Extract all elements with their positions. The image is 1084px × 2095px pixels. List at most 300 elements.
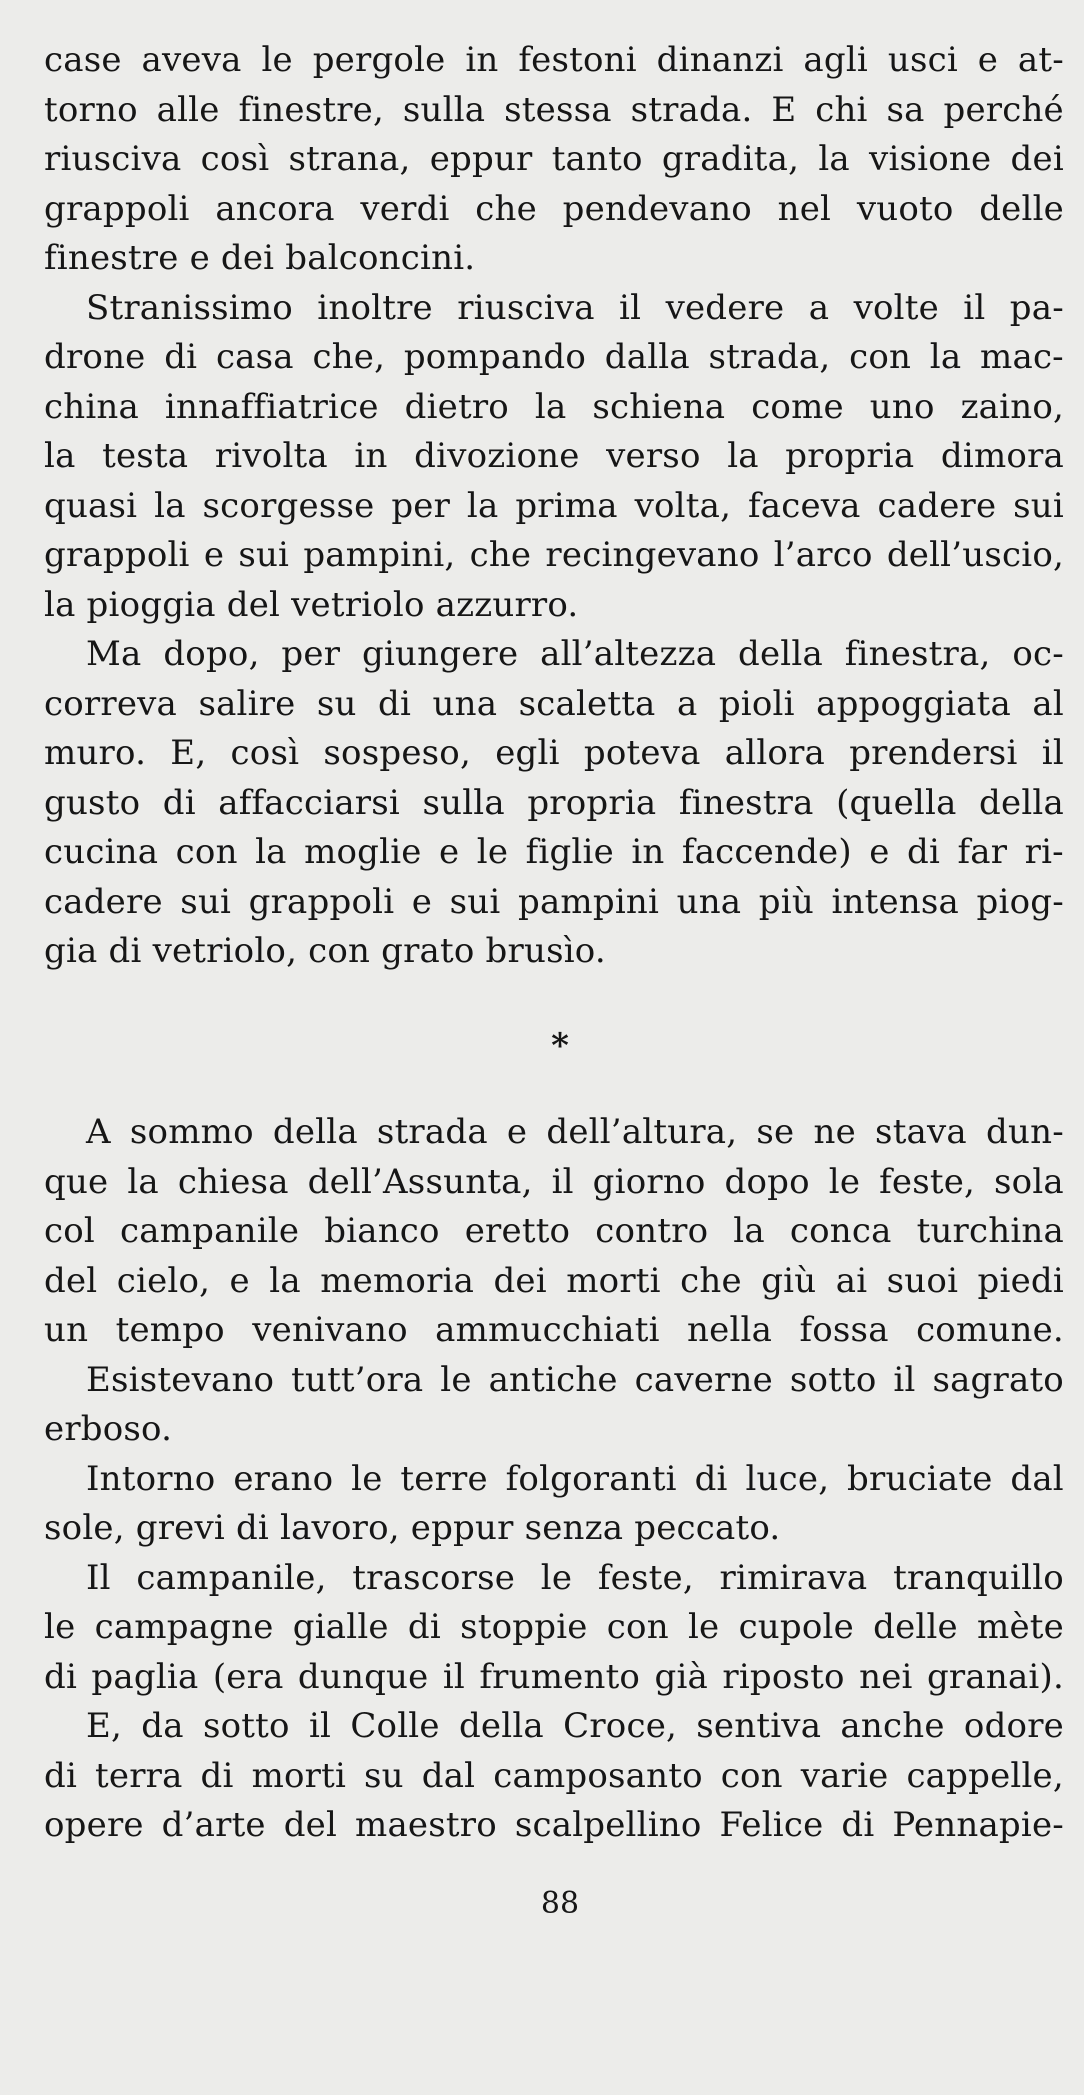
text-line bbox=[44, 383, 1064, 433]
word: festoni bbox=[518, 40, 637, 80]
word: perché bbox=[943, 89, 1064, 130]
word: di bbox=[378, 683, 412, 724]
word: Stranissimo bbox=[86, 287, 293, 328]
word: della bbox=[272, 1112, 358, 1152]
word: della bbox=[979, 782, 1064, 823]
word: suoi bbox=[886, 1260, 959, 1301]
word: così bbox=[230, 733, 300, 773]
word: l’arco bbox=[773, 535, 873, 575]
text-line bbox=[44, 878, 1064, 928]
word: conca bbox=[789, 1211, 892, 1251]
word: più bbox=[758, 881, 814, 922]
text-line bbox=[44, 779, 1064, 829]
word: di bbox=[841, 1805, 875, 1845]
word: visione bbox=[869, 139, 992, 179]
word: pampini bbox=[517, 881, 660, 922]
text-line bbox=[44, 1108, 1064, 1158]
word: comune. bbox=[916, 1310, 1064, 1350]
word: finestre, bbox=[238, 89, 385, 130]
word: le bbox=[351, 1458, 383, 1499]
word: pa- bbox=[1009, 287, 1064, 328]
word: le bbox=[44, 1607, 76, 1647]
text-line bbox=[44, 135, 1064, 185]
word: case bbox=[44, 40, 122, 80]
word: inoltre bbox=[317, 287, 433, 328]
word: dopo, bbox=[163, 634, 260, 674]
word: nella bbox=[687, 1310, 773, 1350]
word: correva bbox=[44, 683, 178, 724]
word: grappoli bbox=[44, 535, 190, 575]
word: il bbox=[1041, 733, 1064, 773]
word: che bbox=[469, 535, 532, 575]
word: Il bbox=[86, 1557, 111, 1598]
word: eppur bbox=[429, 139, 533, 179]
word: faceva bbox=[747, 485, 861, 526]
word: tutt’ora bbox=[291, 1359, 424, 1400]
word: sui bbox=[449, 881, 501, 922]
text-line bbox=[44, 1207, 1064, 1257]
word: venivano bbox=[252, 1310, 408, 1350]
word: la bbox=[929, 337, 962, 377]
word: vedere bbox=[665, 287, 785, 328]
word: il bbox=[551, 1161, 574, 1202]
word: delle bbox=[873, 1607, 958, 1647]
word: di bbox=[164, 337, 198, 377]
word: (quella bbox=[836, 782, 957, 823]
word: in bbox=[465, 40, 499, 80]
word: aveva bbox=[141, 40, 242, 80]
word: memoria bbox=[320, 1260, 475, 1301]
text-line bbox=[44, 284, 1064, 334]
text-line bbox=[44, 1603, 1064, 1653]
text-line bbox=[44, 1801, 1064, 1851]
word: che bbox=[475, 188, 537, 229]
word: E, bbox=[86, 1706, 123, 1746]
word: riusciva bbox=[44, 139, 182, 179]
text-line: sole, grevi di lavoro, eppur senza peccato. bbox=[44, 1508, 781, 1548]
word: frumento bbox=[479, 1656, 641, 1697]
word: morti bbox=[566, 1260, 661, 1301]
word: luce, bbox=[745, 1458, 830, 1499]
word: quasi bbox=[44, 485, 138, 526]
word: contro bbox=[595, 1211, 709, 1251]
word: recingevano bbox=[545, 535, 760, 575]
word: finestra bbox=[678, 782, 814, 823]
word: di bbox=[407, 1607, 441, 1647]
word: appoggiata bbox=[816, 683, 1011, 724]
word: ammucchiati bbox=[435, 1310, 660, 1350]
word: con bbox=[720, 1755, 783, 1796]
word: pergole bbox=[312, 40, 446, 80]
word: la bbox=[818, 139, 850, 179]
text-line bbox=[44, 432, 1064, 482]
word: con bbox=[849, 337, 912, 377]
word: testa bbox=[102, 436, 189, 476]
word: campagne bbox=[94, 1607, 274, 1647]
word: E bbox=[771, 89, 797, 130]
word: la bbox=[154, 485, 186, 526]
text-line bbox=[44, 36, 1064, 86]
word: della bbox=[738, 634, 823, 674]
word: che, bbox=[312, 337, 386, 377]
word: volte bbox=[853, 287, 939, 328]
word: Esistevano bbox=[86, 1359, 275, 1400]
text-block-upper bbox=[44, 36, 1064, 977]
word: dei bbox=[493, 1260, 547, 1301]
text-line bbox=[44, 630, 1064, 680]
word: propria bbox=[527, 782, 657, 823]
word: la bbox=[269, 1260, 301, 1301]
word: una bbox=[676, 881, 742, 922]
word: alle bbox=[156, 89, 220, 130]
word: finestra, bbox=[844, 634, 991, 674]
word: su bbox=[364, 1755, 404, 1796]
word: del bbox=[44, 1260, 98, 1301]
word: Croce, bbox=[563, 1706, 678, 1746]
word: in bbox=[631, 832, 665, 872]
word: il bbox=[893, 1359, 916, 1400]
text-block-lower bbox=[44, 1108, 1064, 1851]
text-line bbox=[44, 1306, 1064, 1356]
word: sospeso, bbox=[323, 733, 471, 773]
word: giungere bbox=[362, 634, 519, 674]
word: la bbox=[255, 832, 287, 872]
word: A bbox=[86, 1112, 111, 1152]
word: delle bbox=[979, 188, 1064, 229]
word: tranquillo bbox=[893, 1557, 1064, 1598]
word: riusciva bbox=[457, 287, 595, 328]
word: per bbox=[281, 634, 341, 674]
word: schiena bbox=[592, 386, 726, 427]
word: ai bbox=[835, 1260, 868, 1301]
word: dal bbox=[421, 1755, 476, 1796]
word: cucina bbox=[44, 832, 159, 872]
text-line bbox=[44, 1702, 1064, 1752]
word: camposanto bbox=[493, 1755, 703, 1796]
word: dopo bbox=[724, 1161, 810, 1202]
word: affacciarsi bbox=[218, 782, 400, 823]
word: il bbox=[619, 287, 642, 328]
word: già bbox=[654, 1656, 708, 1697]
word: scaletta bbox=[518, 683, 656, 724]
word: Pennapie- bbox=[892, 1805, 1064, 1845]
word: Ma bbox=[86, 634, 142, 674]
word: le bbox=[687, 1607, 720, 1647]
word: su bbox=[316, 683, 357, 724]
page-number: 88 bbox=[540, 1886, 580, 1921]
word: verdi bbox=[360, 188, 450, 229]
word: giorno bbox=[592, 1161, 706, 1202]
word: sui bbox=[180, 881, 232, 922]
text-line bbox=[44, 185, 1064, 235]
word: innaffiatrice bbox=[164, 386, 379, 427]
word: dell’Assunta, bbox=[307, 1161, 533, 1202]
word: usci bbox=[887, 40, 958, 80]
word: dimora bbox=[940, 436, 1064, 476]
word: se bbox=[756, 1112, 795, 1152]
word: prima bbox=[515, 485, 618, 526]
word: della bbox=[458, 1706, 544, 1746]
word: varie bbox=[800, 1755, 889, 1796]
word: drone bbox=[44, 337, 146, 377]
word: la bbox=[127, 1161, 159, 1202]
text-line: gia di vetriolo, con grato brusìo. bbox=[44, 931, 606, 971]
word: moglie bbox=[304, 832, 422, 872]
text-line bbox=[44, 531, 1064, 581]
text-line bbox=[44, 1455, 1064, 1505]
text-line bbox=[44, 729, 1064, 779]
word: scorgesse bbox=[202, 485, 375, 526]
word: antiche bbox=[488, 1359, 618, 1400]
word: tanto bbox=[551, 139, 643, 179]
word: campanile bbox=[120, 1211, 300, 1251]
word: gradita, bbox=[661, 139, 800, 179]
word: dell’uscio, bbox=[886, 535, 1064, 575]
word: strada bbox=[376, 1112, 488, 1152]
word: terra bbox=[95, 1755, 183, 1796]
word: le bbox=[540, 1557, 573, 1598]
word: di bbox=[200, 1755, 234, 1796]
word: un bbox=[44, 1310, 89, 1350]
word: (era bbox=[212, 1656, 284, 1697]
word: ne bbox=[813, 1112, 856, 1152]
word: le bbox=[828, 1161, 861, 1202]
word: verso bbox=[606, 436, 701, 476]
word: poteva bbox=[583, 733, 701, 773]
word: chi bbox=[815, 89, 868, 130]
text-line bbox=[44, 86, 1064, 136]
text-line: finestre e dei balconcini. bbox=[44, 238, 476, 278]
section-separator: * bbox=[551, 1026, 569, 1066]
word: con bbox=[175, 832, 238, 872]
word: di bbox=[907, 832, 941, 872]
word: vuoto bbox=[856, 188, 954, 229]
word: il bbox=[308, 1706, 332, 1746]
word: prendersi bbox=[849, 733, 1018, 773]
word: E, bbox=[170, 733, 207, 773]
word: le bbox=[440, 1359, 472, 1400]
word: e bbox=[869, 832, 890, 872]
word: faccende) bbox=[681, 832, 852, 872]
word: stessa bbox=[504, 89, 612, 130]
word: da bbox=[141, 1706, 184, 1746]
word: sa bbox=[886, 89, 925, 130]
word: zaino, bbox=[960, 386, 1064, 427]
word: nei bbox=[859, 1656, 913, 1697]
word: stava bbox=[875, 1112, 967, 1152]
word: pioli bbox=[718, 683, 795, 724]
word: in bbox=[354, 436, 388, 476]
word: la bbox=[733, 1211, 765, 1251]
word: uno bbox=[869, 386, 935, 427]
word: cadere bbox=[44, 881, 163, 922]
word: dun- bbox=[986, 1112, 1064, 1152]
word: dunque bbox=[297, 1656, 429, 1697]
word: egli bbox=[495, 733, 560, 773]
word: paglia bbox=[91, 1656, 199, 1697]
word: a bbox=[808, 287, 830, 328]
word: piedi bbox=[977, 1260, 1064, 1301]
word: di bbox=[162, 782, 196, 823]
word: il bbox=[963, 287, 986, 328]
word: così bbox=[200, 139, 270, 179]
word: sulla bbox=[422, 782, 505, 823]
word: ri- bbox=[1024, 832, 1064, 872]
word: cielo, bbox=[116, 1260, 211, 1301]
word: salire bbox=[198, 683, 296, 724]
word: feste, bbox=[879, 1161, 976, 1202]
text-line bbox=[44, 1257, 1064, 1307]
text-line: erboso. bbox=[44, 1409, 173, 1449]
word: la bbox=[44, 436, 76, 476]
text-line bbox=[44, 828, 1064, 878]
word: grappoli bbox=[248, 881, 395, 922]
word: la bbox=[534, 386, 567, 427]
word: il bbox=[442, 1656, 465, 1697]
word: erano bbox=[233, 1458, 334, 1499]
word: sulla bbox=[402, 89, 486, 130]
text-line: la pioggia del vetriolo azzurro. bbox=[44, 584, 579, 625]
word: gialle bbox=[292, 1607, 389, 1647]
word: chiesa bbox=[177, 1161, 289, 1202]
word: sola bbox=[994, 1161, 1064, 1202]
word: all’altezza bbox=[540, 634, 717, 674]
word: le bbox=[261, 40, 293, 80]
word: per bbox=[391, 485, 451, 526]
word: dinanzi bbox=[656, 40, 784, 80]
word: sotto bbox=[202, 1706, 290, 1746]
word: Intorno bbox=[86, 1458, 216, 1499]
word: piog- bbox=[976, 881, 1064, 922]
word: e bbox=[229, 1260, 250, 1301]
word: morti bbox=[251, 1755, 347, 1796]
text-line bbox=[44, 333, 1064, 383]
word: eretto bbox=[464, 1211, 571, 1251]
word: mac- bbox=[980, 337, 1064, 377]
word: anche bbox=[840, 1706, 945, 1746]
text-line bbox=[44, 1158, 1064, 1208]
word: gusto bbox=[44, 782, 141, 823]
word: agli bbox=[803, 40, 868, 80]
word: cadere bbox=[877, 485, 997, 526]
word: casa bbox=[215, 337, 294, 377]
word: allora bbox=[724, 733, 825, 773]
word: rimirava bbox=[719, 1557, 868, 1598]
word: far bbox=[957, 832, 1008, 872]
word: oc- bbox=[1012, 634, 1064, 674]
word: volta, bbox=[634, 485, 732, 526]
word: feste, bbox=[597, 1557, 694, 1598]
word: tempo bbox=[115, 1310, 225, 1350]
word: del bbox=[283, 1805, 338, 1845]
word: e bbox=[506, 1112, 528, 1152]
text-line bbox=[44, 1752, 1064, 1802]
word: intensa bbox=[831, 881, 960, 922]
word: dal bbox=[1010, 1458, 1064, 1499]
word: maestro bbox=[355, 1805, 497, 1845]
word: dietro bbox=[404, 386, 509, 427]
word: Colle bbox=[350, 1706, 440, 1746]
word: figlie bbox=[525, 832, 614, 872]
word: sagrato bbox=[932, 1359, 1064, 1400]
word: di bbox=[44, 1755, 78, 1796]
word: strada. bbox=[630, 89, 753, 130]
word: odore bbox=[963, 1706, 1064, 1746]
word: caverne bbox=[634, 1359, 773, 1400]
word: la bbox=[466, 485, 499, 526]
word: e bbox=[203, 535, 225, 575]
word: stoppie bbox=[460, 1607, 588, 1647]
word: scalpellino bbox=[514, 1805, 702, 1845]
word: con bbox=[606, 1607, 669, 1647]
word: d’arte bbox=[161, 1805, 266, 1845]
word: que bbox=[44, 1161, 109, 1202]
word: riposto bbox=[722, 1656, 845, 1697]
text-line bbox=[44, 1554, 1064, 1604]
text-line bbox=[44, 680, 1064, 730]
word: divozione bbox=[414, 436, 580, 476]
word: mète bbox=[977, 1607, 1064, 1647]
word: col bbox=[44, 1211, 95, 1251]
word: la bbox=[727, 436, 759, 476]
word: trascorse bbox=[352, 1557, 516, 1598]
word: granai). bbox=[926, 1656, 1064, 1697]
word: e bbox=[439, 832, 460, 872]
word: a bbox=[676, 683, 698, 724]
word: cappelle, bbox=[906, 1755, 1064, 1796]
word: come bbox=[751, 386, 844, 427]
word: strada, bbox=[708, 337, 831, 377]
word: pendevano bbox=[562, 188, 752, 229]
word: e bbox=[977, 40, 999, 80]
word: turchina bbox=[916, 1211, 1064, 1251]
text-line bbox=[44, 482, 1064, 532]
word: grappoli bbox=[44, 188, 190, 229]
word: sui bbox=[1013, 485, 1064, 526]
word: di bbox=[44, 1656, 78, 1697]
word: di bbox=[694, 1458, 728, 1499]
text-line bbox=[44, 1653, 1064, 1703]
word: folgoranti bbox=[505, 1458, 677, 1499]
word: fossa bbox=[799, 1310, 889, 1350]
word: china bbox=[44, 386, 139, 427]
word: una bbox=[432, 683, 498, 724]
word: sotto bbox=[789, 1359, 877, 1400]
word: dell’altura, bbox=[546, 1112, 738, 1152]
word: nel bbox=[777, 188, 832, 229]
word: al bbox=[1032, 683, 1064, 724]
word: sommo bbox=[129, 1112, 254, 1152]
word: terre bbox=[400, 1458, 488, 1499]
word: campanile, bbox=[136, 1557, 327, 1598]
text-line bbox=[44, 1356, 1064, 1406]
word: opere bbox=[44, 1805, 144, 1845]
word: e bbox=[411, 881, 433, 922]
word: cupole bbox=[738, 1607, 854, 1647]
word: dei bbox=[1010, 139, 1064, 179]
word: propria bbox=[785, 436, 915, 476]
word: sui bbox=[238, 535, 290, 575]
word: le bbox=[476, 832, 509, 872]
word: muro. bbox=[44, 733, 147, 773]
word: bianco bbox=[324, 1211, 440, 1251]
word: dalla bbox=[604, 337, 690, 377]
word: strana, bbox=[288, 139, 411, 179]
word: rivolta bbox=[214, 436, 328, 476]
word: che bbox=[680, 1260, 742, 1301]
word: pampini, bbox=[303, 535, 456, 575]
word: torno bbox=[44, 89, 138, 130]
